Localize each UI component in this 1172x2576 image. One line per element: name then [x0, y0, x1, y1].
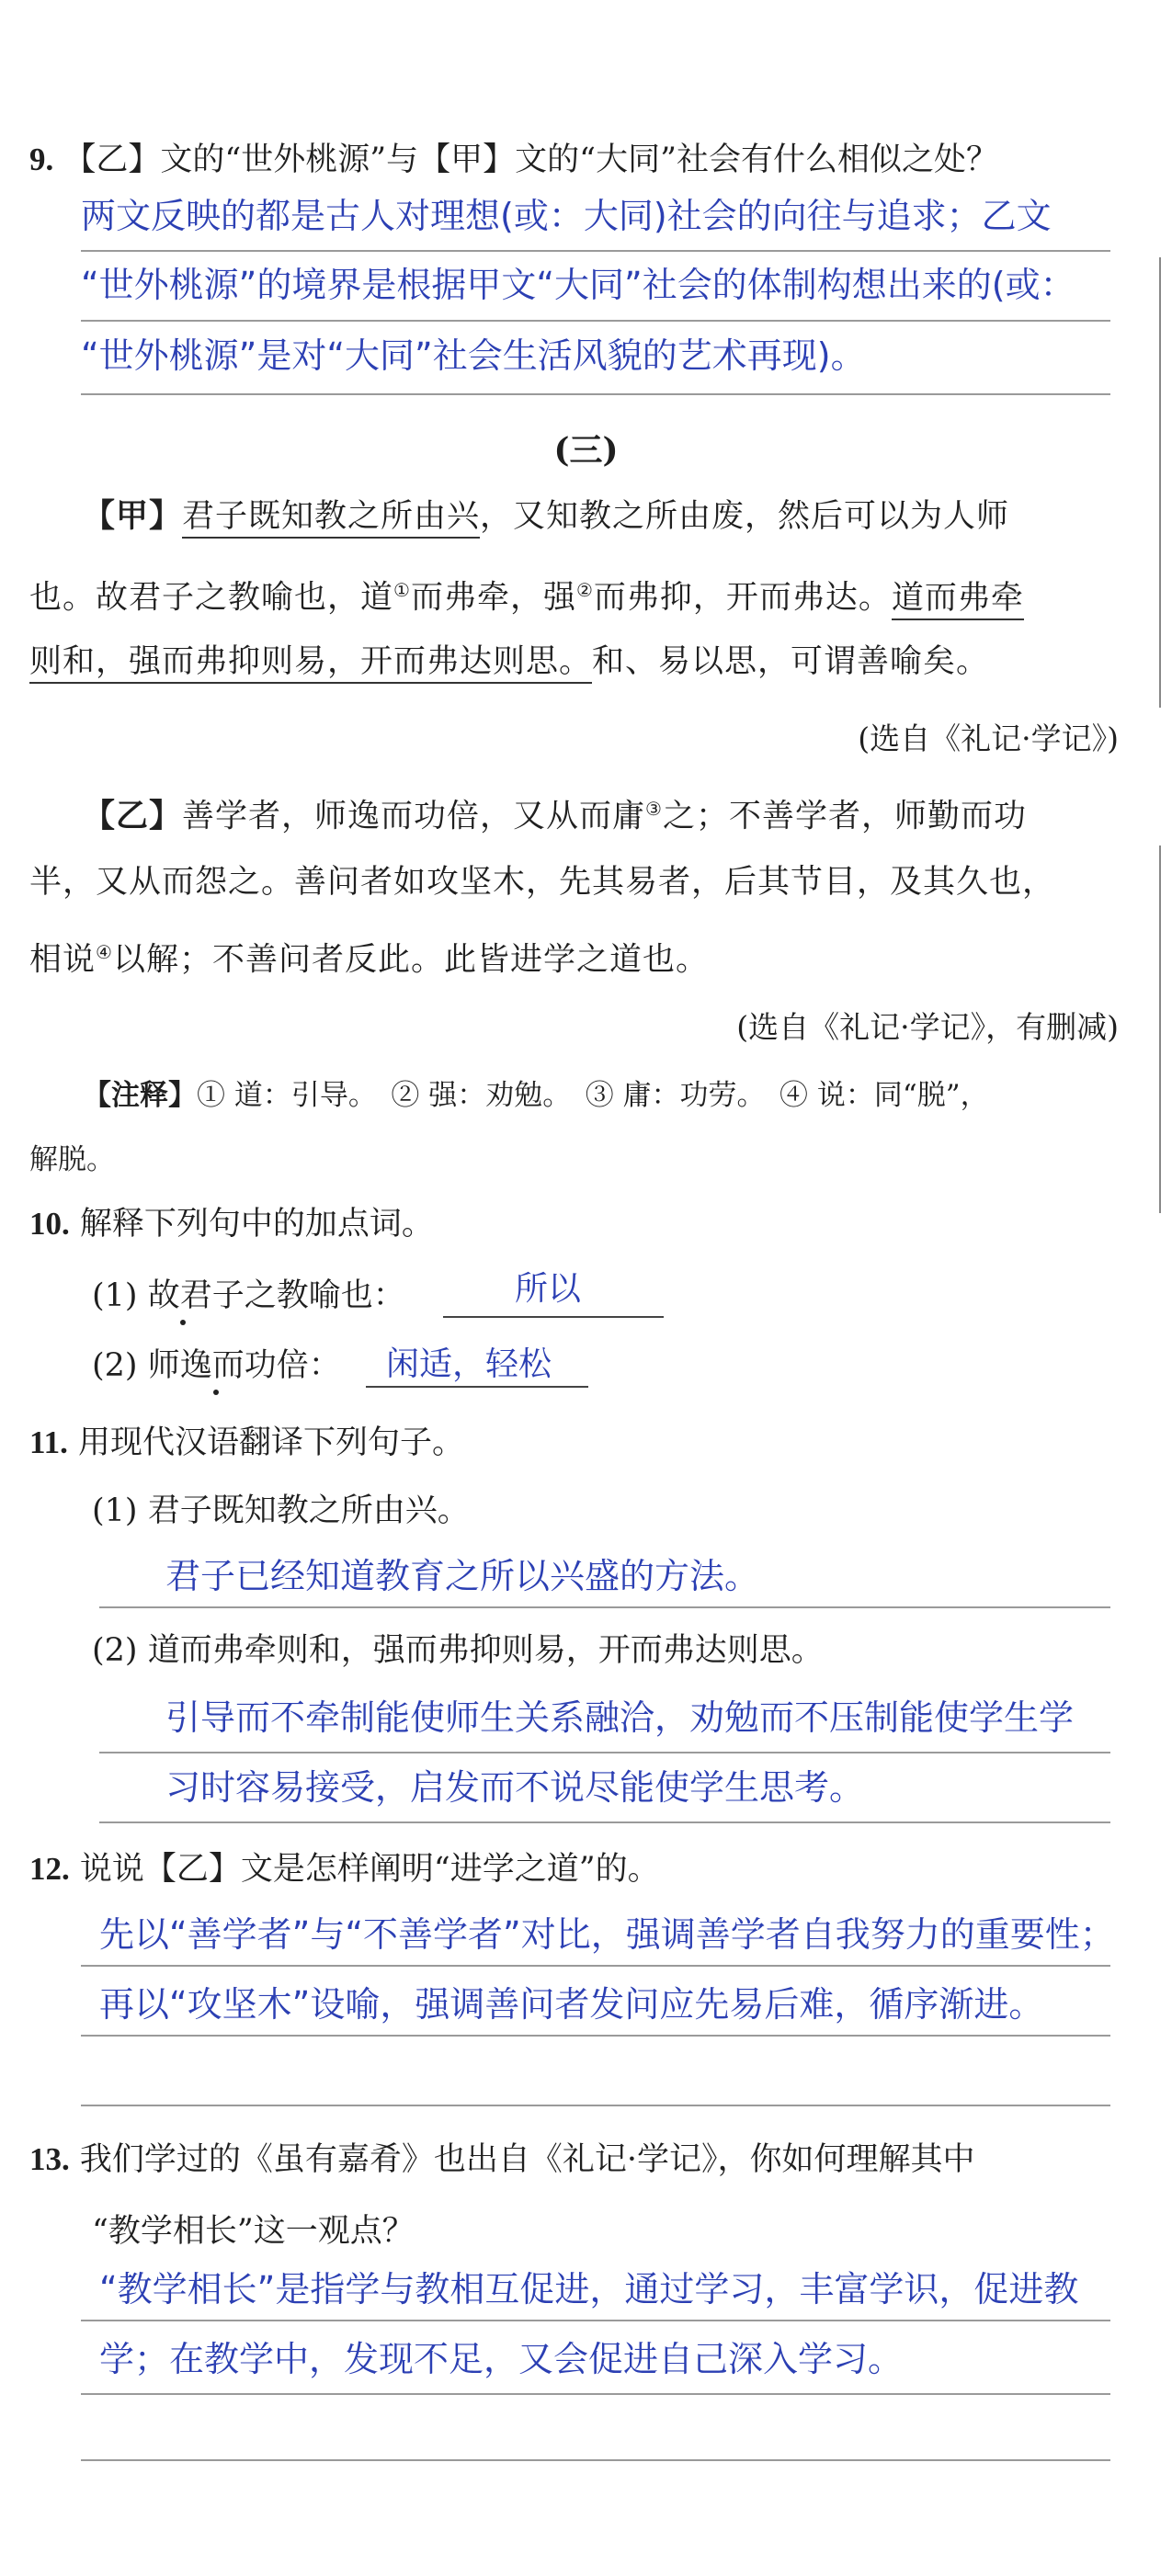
answer-rule	[99, 1606, 1110, 1608]
q10-prompt	[29, 1202, 434, 1246]
q12-answer-line-1: 先以“善学者”与“不善学者”对比，强调善学者自我努力的重要性；	[99, 1914, 1115, 1955]
q9-prompt	[29, 138, 998, 182]
notes-text-1: ① 道：引导。 ② 强：劝勉。 ③ 庸：功劳。 ④ 说：同“脱”，	[197, 1079, 989, 1112]
yi-line1-a: 善学者，师逸而功倍，又从而庸	[182, 798, 646, 835]
answer-rule	[99, 1752, 1110, 1753]
answer-rule	[81, 393, 1110, 395]
section-title: (三)	[553, 431, 619, 470]
emphasis-dot	[180, 1320, 186, 1325]
q10-text: 解释下列句中的加点词。	[79, 1206, 434, 1243]
answer-rule	[81, 2459, 1110, 2461]
q10-blank-2	[366, 1386, 588, 1388]
jia-line2-c: 而弗抑，开而弗达。	[593, 579, 892, 617]
q12-text: 说说【乙】文是怎样阐明“进学之道”的。	[79, 1851, 660, 1888]
q12-prompt	[29, 1847, 660, 1891]
yi-line-3	[29, 930, 709, 982]
notes-line-1	[83, 1072, 989, 1113]
note-ref-1: ①	[393, 579, 411, 601]
q9-number: 9.	[29, 142, 54, 177]
answer-rule	[81, 250, 1110, 252]
q11-answer-2-line-2: 习时容易接受，启发而不说尽能使学生思考。	[165, 1767, 865, 1808]
q11-item-2: (2) 道而弗牵则和，强而弗抑则易，开而弗达则思。	[92, 1632, 824, 1669]
q9-answer-line-3: “世外桃源”是对“大同”社会生活风貌的艺术再现)。	[81, 335, 866, 376]
answer-rule	[81, 2393, 1110, 2395]
q11-text: 用现代汉语翻译下列句子。	[77, 1424, 464, 1461]
yi-line1-b: 之；不善学者，师勤而功	[662, 798, 1027, 835]
jia-line3-rest: 和、易以思，可谓善喻矣。	[592, 643, 990, 680]
q11-prompt	[29, 1421, 464, 1465]
q9-answer-line-1: 两文反映的都是古人对理想(或：大同)社会的向往与追求；乙文	[81, 196, 1052, 236]
yi-line-1	[83, 787, 1027, 839]
yi-line3-a: 相说	[29, 941, 97, 979]
jia-line-2	[29, 568, 1024, 620]
answer-rule	[81, 1965, 1110, 1967]
q10-number: 10.	[29, 1206, 70, 1242]
answer-rule	[81, 2035, 1110, 2037]
q13-prompt	[29, 2138, 975, 2182]
yi-line3-b: 以解；不善问者反此。此皆进学之道也。	[112, 941, 709, 979]
q13-text-2: “教学相长”这一观点？	[92, 2213, 415, 2250]
q13-answer-line-2: 学；在教学中，发现不足，又会促进自己深入学习。	[99, 2339, 904, 2379]
notes-label: 【注释】	[83, 1079, 197, 1112]
jia-line-3	[29, 640, 989, 684]
note-ref-3: ③	[645, 798, 663, 820]
answer-rule	[99, 1821, 1110, 1823]
page-edge-mark	[1159, 845, 1172, 1213]
yi-line-2: 半，又从而怨之。善问者如攻坚木，先其易者，后其节目，及其久也，	[29, 864, 1056, 901]
note-ref-4: ④	[96, 941, 113, 963]
q10-item-1: (1) 故君子之教喻也：	[92, 1277, 405, 1314]
jia-line-1	[83, 494, 1009, 539]
yi-tag: 【乙】	[83, 797, 183, 835]
page-edge-mark	[1159, 257, 1172, 708]
q11-item-1: (1) 君子既知教之所由兴。	[92, 1492, 470, 1529]
q10-answer-1: 所以	[515, 1270, 582, 1308]
q11-answer-2-line-1: 引导而不牵制能使师生关系融洽，劝勉而不压制能使学生学	[165, 1697, 1075, 1738]
jia-tag: 【甲】	[83, 497, 183, 535]
yi-source: (选自《礼记·学记》，有删减)	[736, 1009, 1119, 1045]
q10-answer-2: 闲适，轻松	[386, 1345, 552, 1383]
answer-rule	[81, 320, 1110, 322]
q13-number: 13.	[29, 2141, 70, 2177]
q11-number: 11.	[29, 1424, 68, 1460]
emphasis-dot	[213, 1390, 219, 1395]
jia-line2-b: 而弗牵，强	[410, 579, 576, 617]
q10-item-2: (2) 师逸而功倍：	[92, 1347, 341, 1384]
jia-underlined-2: 道而弗牵	[892, 580, 1024, 620]
q10-blank-1	[443, 1316, 664, 1318]
q11-answer-1: 君子已经知道教育之所以兴盛的方法。	[165, 1556, 760, 1596]
q12-answer-line-2: 再以“攻坚木”设喻，强调善问者发问应先易后难，循序渐进。	[99, 1984, 1044, 2025]
notes-line-2: 解脱。	[29, 1143, 115, 1176]
answer-rule	[81, 2320, 1110, 2321]
q9-text: 【乙】文的“世外桃源”与【甲】文的“大同”社会有什么相似之处？	[63, 142, 998, 178]
jia-underlined-1: 君子既知教之所由兴	[182, 498, 480, 539]
jia-line1-rest: ，又知教之所由废，然后可以为人师	[480, 498, 1010, 535]
q9-answer-line-2: “世外桃源”的境界是根据甲文“大同”社会的体制构想出来的(或：	[81, 265, 1075, 305]
jia-source: (选自《礼记·学记》)	[858, 721, 1119, 756]
jia-line2-a: 也。故君子之教喻也，道	[29, 579, 394, 617]
jia-underlined-3: 则和，强而弗抑则易，开而弗达则思。	[29, 643, 592, 684]
note-ref-2: ②	[575, 579, 594, 601]
q13-answer-line-1: “教学相长”是指学与教相互促进，通过学习，丰富学识，促进教	[99, 2269, 1079, 2309]
q12-number: 12.	[29, 1851, 70, 1887]
answer-rule	[81, 2105, 1110, 2106]
q13-text-1: 我们学过的《虽有嘉肴》也出自《礼记·学记》，你如何理解其中	[79, 2141, 975, 2178]
